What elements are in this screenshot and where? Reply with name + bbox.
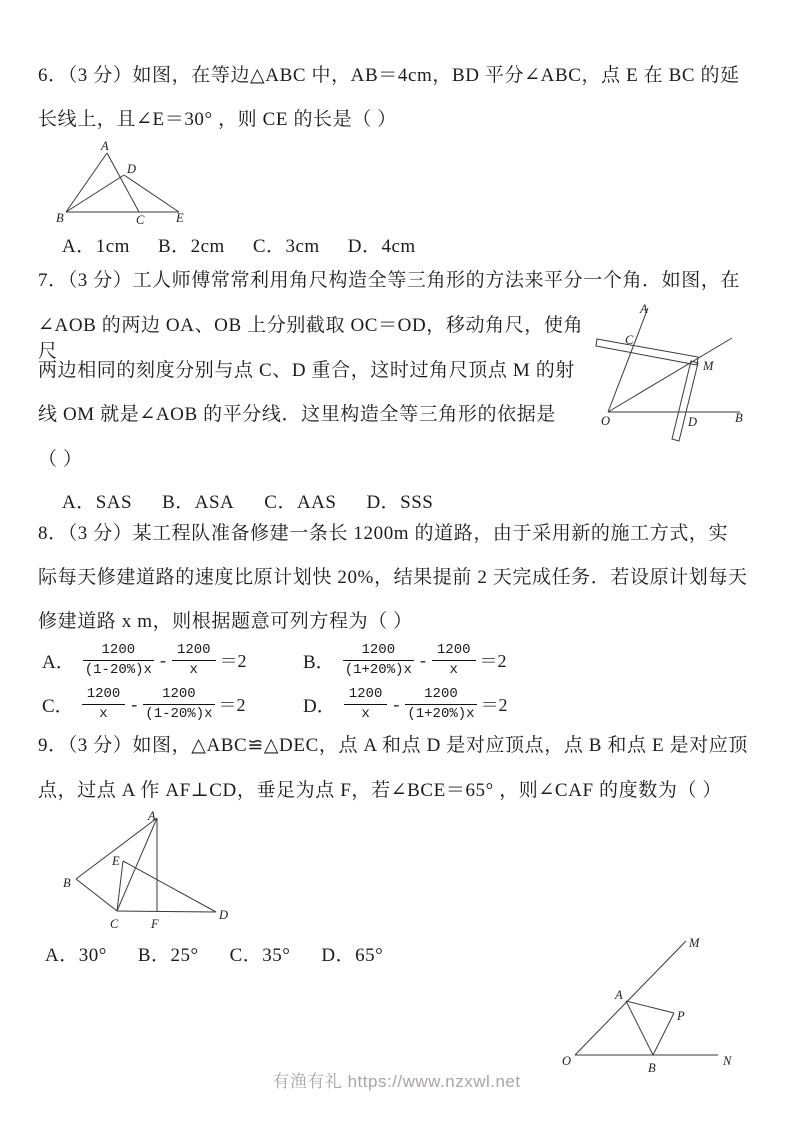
q8-option-d-label: D． [303, 695, 336, 717]
q7-option-a: A．SAS [62, 492, 133, 513]
q8-option-d-fraction-1: $\frac{1200}{x}$ [344, 686, 388, 723]
q8-option-a [42, 640, 247, 680]
svg-text:A: A [101, 139, 109, 153]
svg-text:B: B [648, 1061, 656, 1075]
q8-option-b-equals: ＝2 [479, 651, 507, 671]
q9-option-d: D．65° [321, 945, 384, 966]
q7-text-line-1: 7．（3 分）工人师傅常常利用角尺构造全等三角形的方法来平分一个角．如图，在 [38, 270, 741, 291]
q7-text-line-4: 线 OM 就是∠AOB 的平分线．这里构造全等三角形的依据是 [38, 404, 556, 425]
svg-text:E: E [112, 854, 120, 868]
svg-text:B: B [735, 411, 743, 425]
svg-text:C: C [110, 917, 119, 931]
q6-text-line-1: 6．（3 分）如图，在等边△ABC 中，AB＝4cm，BD 平分∠ABC，点 E 在 BC 的延 [38, 65, 740, 86]
svg-text:M: M [689, 936, 700, 950]
q6-option-b: B．2cm [157, 236, 225, 257]
q6-text-line-2: 长线上，且∠E＝30° ，则 CE 的长是（ ） [38, 109, 397, 130]
svg-text:N: N [723, 1054, 732, 1068]
svg-text:E: E [176, 211, 184, 225]
svg-text:D: D [688, 415, 698, 429]
q8-option-d [303, 684, 508, 724]
q9-options-row [45, 940, 383, 967]
q8-option-c-label: C． [42, 695, 74, 717]
svg-text:O: O [562, 1054, 572, 1068]
figure-q7-angle-ruler [585, 300, 785, 460]
svg-text:O: O [601, 414, 611, 428]
svg-text:D: D [219, 908, 229, 922]
svg-text:A: A [615, 988, 623, 1002]
q8-option-c-fraction-1: $\frac{1200}{x}$ [82, 686, 126, 723]
q9-option-a: A．30° [45, 945, 107, 966]
minus-sign: - [159, 649, 166, 670]
q6-options-row [62, 231, 416, 258]
q7-text-line-2: ∠AOB 的两边 OA、OB 上分别截取 OC＝OD，移动角尺，使角尺 [38, 315, 584, 362]
svg-text:M: M [703, 359, 714, 373]
svg-text:C: C [136, 213, 145, 227]
q7-text-line-3: 两边相同的刻度分别与点 C、D 重合，这时过角尺顶点 M 的射 [38, 360, 575, 381]
q6-option-a: A．1cm [62, 236, 130, 257]
svg-text:F: F [151, 917, 159, 931]
svg-text:B: B [56, 211, 64, 225]
q8-option-a-label: A． [42, 651, 75, 673]
q8-text-line-1: 8．（3 分）某工程队准备修建一条长 1200m 的道路，由于采用新的施工方式，实 [38, 523, 729, 544]
minus-sign: - [393, 693, 400, 714]
q7-option-d: D．SSS [366, 492, 434, 513]
figure-q6-equilateral-triangle [55, 140, 200, 232]
q7-text-line-5: （ ） [38, 449, 83, 470]
minus-sign: - [419, 649, 426, 670]
q8-option-a-fraction-1: $\frac{1200}{(1-20\%)x}$ [84, 641, 152, 678]
svg-text:A: A [148, 809, 156, 823]
q8-option-c-fraction-2: $\frac{1200}{(1-20\%)x}$ [145, 685, 213, 722]
q6-option-d: D．4cm [347, 236, 416, 257]
q8-option-b-fraction-1: $\frac{1200}{(1+20\%)x}$ [344, 641, 412, 678]
svg-text:B: B [63, 876, 71, 890]
figure-q10-angle-with-triangle [560, 925, 740, 1075]
svg-text:P: P [677, 1009, 685, 1023]
q8-text-line-3: 修建道路 x m，则根据题意可列方程为（ ） [38, 611, 413, 632]
q9-option-c: C．35° [229, 945, 291, 966]
q8-option-d-equals: ＝2 [480, 695, 508, 715]
q8-option-a-fraction-2: $\frac{1200}{x}$ [172, 642, 216, 679]
q8-option-c [42, 684, 246, 724]
svg-text:D: D [127, 162, 137, 176]
q8-text-line-2: 际每天修建道路的速度比原计划快 20%，结果提前 2 天完成任务．若设原计划每天 [38, 567, 748, 588]
q9-text-line-2: 点，过点 A 作 AF⊥CD，垂足为点 F，若∠BCE＝65° ，则∠CAF 的度数为（ ） [38, 780, 722, 801]
footer-watermark-link[interactable]: 有渔有礼 https://www.nzxwl.net [272, 1072, 521, 1091]
q7-option-b: B．ASA [162, 492, 235, 513]
q8-option-d-fraction-2: $\frac{1200}{(1+20\%)x}$ [407, 685, 475, 722]
q8-option-b [303, 640, 507, 680]
q8-option-b-fraction-2: $\frac{1200}{x}$ [432, 642, 476, 679]
q7-option-c: C．AAS [264, 492, 337, 513]
svg-text:A: A [640, 302, 648, 316]
q8-option-a-equals: ＝2 [219, 651, 247, 671]
q8-option-c-equals: ＝2 [218, 695, 246, 715]
minus-sign: - [131, 693, 138, 714]
q8-option-b-label: B． [303, 651, 335, 673]
svg-text:C: C [625, 333, 634, 347]
q7-options-row [62, 487, 433, 514]
q9-option-b: B．25° [137, 945, 199, 966]
figure-q9-congruent-triangles [50, 808, 235, 935]
q6-option-c: C．3cm [252, 236, 320, 257]
q9-text-line-1: 9．（3 分）如图，△ABC≌△DEC，点 A 和点 D 是对应顶点，点 B 和点 E 是对应顶 [38, 735, 748, 756]
